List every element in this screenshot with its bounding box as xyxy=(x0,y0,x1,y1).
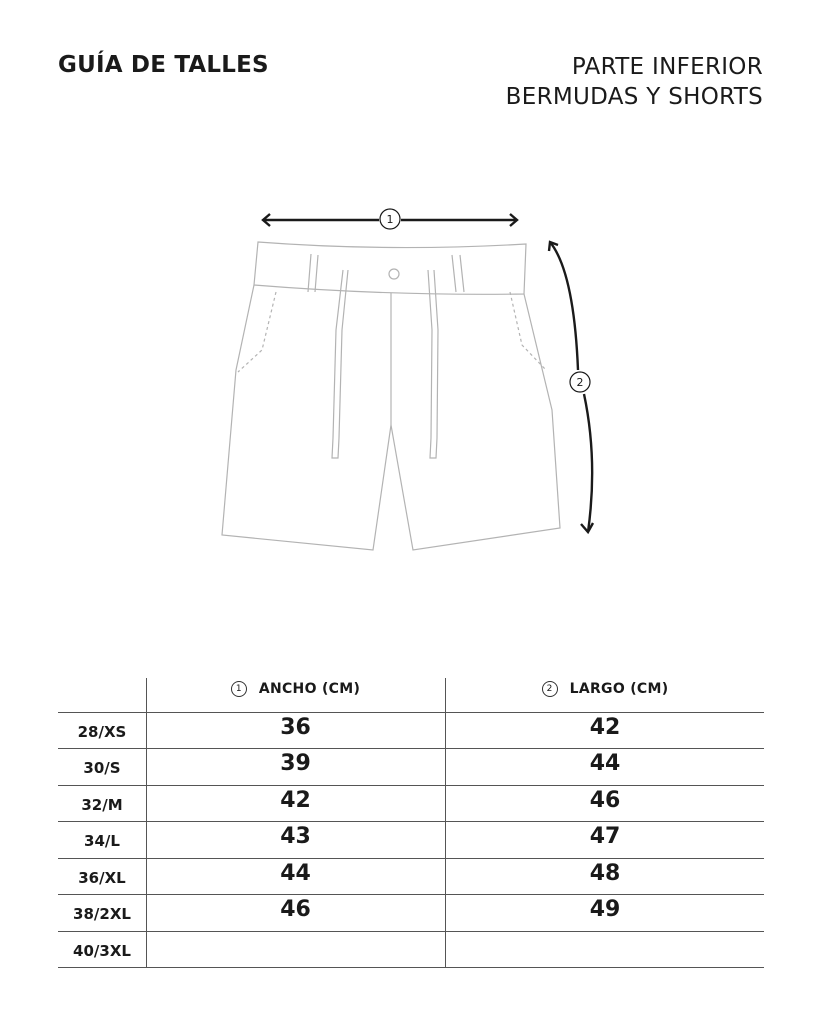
largo-value: 47 xyxy=(589,823,621,849)
subtitle-line-1: PARTE INFERIOR xyxy=(571,54,763,80)
size-label: 30/S xyxy=(83,759,121,777)
page-title: GUÍA DE TALLES xyxy=(58,52,269,78)
width-marker: 1 xyxy=(386,213,394,226)
subtitle-line-2: BERMUDAS Y SHORTS xyxy=(505,84,763,110)
column-header-ancho xyxy=(146,678,445,700)
size-label: 32/M xyxy=(81,796,123,814)
largo-value: 48 xyxy=(589,860,621,886)
size-label: 28/XS xyxy=(77,723,127,741)
column-header-largo xyxy=(446,678,764,700)
row-divider xyxy=(58,967,764,968)
ancho-value xyxy=(146,931,445,961)
largo-marker: 2 xyxy=(542,681,558,697)
ancho-value: 39 xyxy=(280,750,311,776)
ancho-value: 44 xyxy=(280,860,311,886)
ancho-value: 36 xyxy=(280,714,311,740)
largo-value: 49 xyxy=(589,896,621,922)
length-marker: 2 xyxy=(576,376,584,389)
column-label-largo: LARGO (CM) xyxy=(569,681,669,697)
largo-value: 42 xyxy=(589,714,621,740)
size-label: 38/2XL xyxy=(73,905,131,923)
ancho-value: 43 xyxy=(280,823,311,849)
largo-value: 46 xyxy=(589,787,621,813)
largo-value xyxy=(446,931,764,961)
ancho-value: 46 xyxy=(280,896,311,922)
size-label: 34/L xyxy=(84,832,120,850)
ancho-marker: 1 xyxy=(231,681,247,697)
shorts-outline xyxy=(222,242,560,550)
ancho-value: 42 xyxy=(280,787,311,813)
size-label: 36/XL xyxy=(78,869,126,887)
column-label-ancho: ANCHO (CM) xyxy=(258,681,361,697)
largo-value: 44 xyxy=(589,750,621,776)
size-label: 40/3XL xyxy=(73,942,131,960)
